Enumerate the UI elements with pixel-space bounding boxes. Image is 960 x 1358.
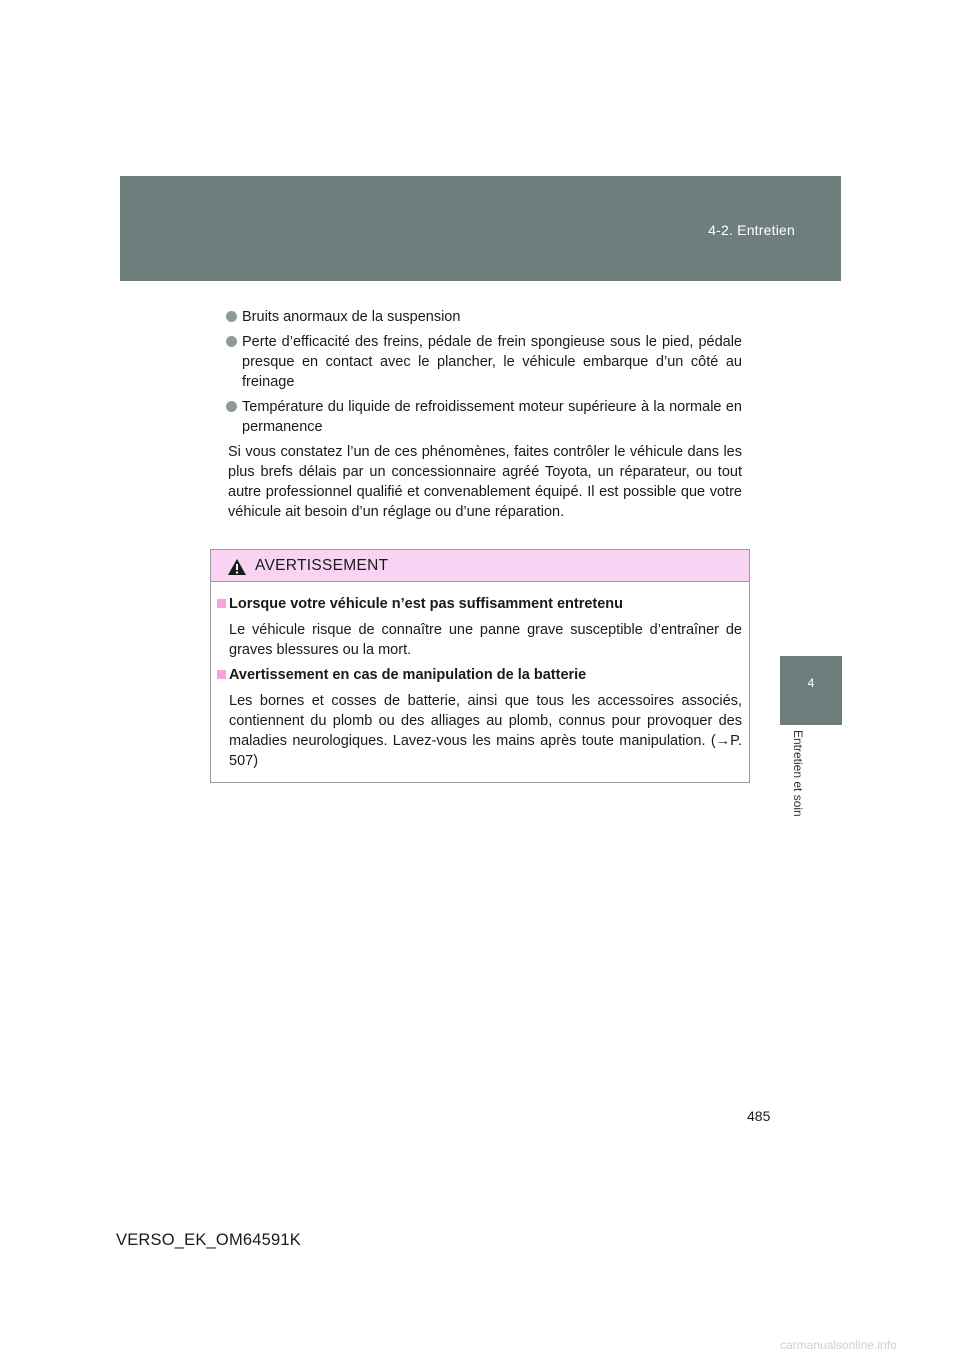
warning-triangle-icon (227, 558, 247, 576)
list-item (228, 397, 742, 437)
warning-heading-text: Lorsque votre véhicule n’est pas suffisamment entretenu (229, 596, 624, 612)
document-code: VERSO_EK_OM64591K (116, 1231, 301, 1249)
warning-body (211, 582, 749, 771)
bullet-dot-icon (226, 311, 237, 322)
chapter-number: 4 (807, 676, 815, 690)
bullet-dot-icon (226, 401, 237, 412)
list-item (228, 307, 742, 327)
warning-box (210, 549, 750, 783)
warning-header (211, 550, 749, 582)
chapter-tab (780, 656, 842, 725)
list-item-text: Température du liquide de refroidissement moteur supérieure à la normale en permanence (242, 399, 742, 435)
header-band (120, 176, 841, 281)
list-item-text: Perte d’efficacité des freins, pédale de frein spongieuse sous le pied, pédale presque en contact avec le plancher, le véhicule embarque d’un côté au freinage (242, 334, 742, 390)
page-number: 485 (747, 1108, 771, 1124)
body-paragraph: Si vous constatez l’un de ces phénomènes, faites contrôler le véhicule dans les plus brefs délais par un concessionnaire agréé Toyota, un réparateur, ou tout autre professionnel qualifié et convenablement équipé. Il est possible que votre véhicule ait besoin d’un réglage ou d’une réparation. (228, 444, 742, 520)
warning-text: Le véhicule risque de connaître une panne grave susceptible d’entraîner de graves blessures ou la mort. (229, 622, 742, 658)
chapter-caption: Entretien et soin (791, 730, 805, 817)
symptom-list (228, 307, 742, 437)
warning-text: Les bornes et cosses de batterie, ainsi que tous les accessoires associés, contiennent du plomb ou des alliages au plomb, connus pour provoquer des maladies neurologiques. Lavez-vous les mains après toute manipulation. (→P. 507) (229, 693, 742, 769)
list-item-text: Bruits anormaux de la suspension (242, 309, 461, 325)
warning-heading (218, 594, 742, 614)
watermark: carmanualsonline.info (780, 1338, 897, 1352)
bullet-dot-icon (226, 336, 237, 347)
main-content (228, 307, 742, 522)
section-title: 4-2. Entretien (708, 222, 795, 238)
warning-heading (218, 665, 742, 685)
warning-title: AVERTISSEMENT (255, 557, 389, 574)
warning-heading-text: Avertissement en cas de manipulation de la batterie (229, 667, 587, 683)
square-bullet-icon (217, 670, 226, 679)
square-bullet-icon (217, 599, 226, 608)
list-item (228, 332, 742, 392)
